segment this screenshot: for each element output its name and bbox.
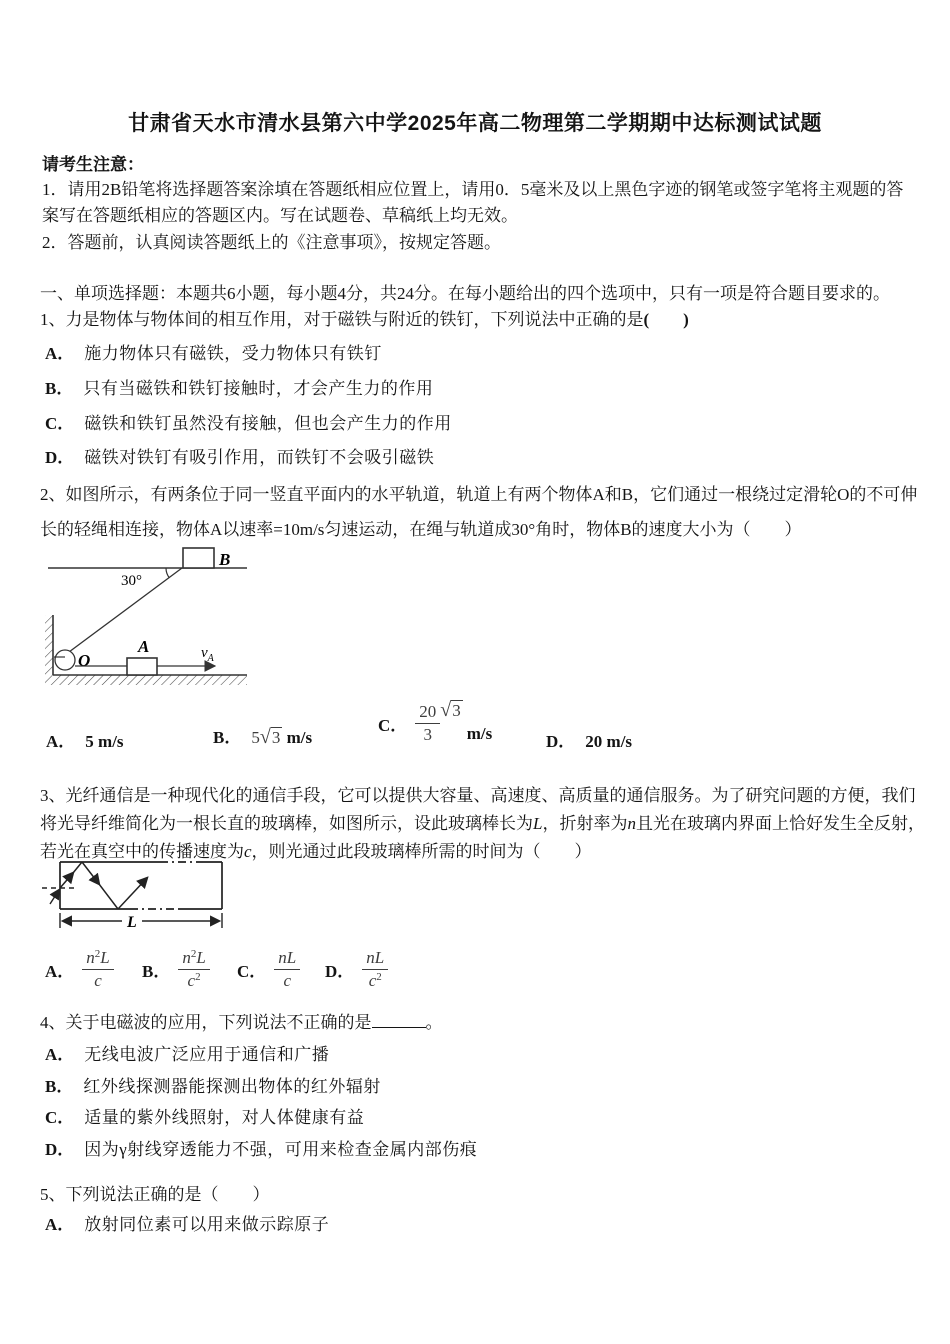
q1-option-b: B． 只有当磁铁和铁钉接触时，才会产生力的作用 <box>45 379 434 398</box>
q5-stem: 5、下列说法正确的是（ ） <box>40 1185 270 1204</box>
notice-item-1: 1．请用2B铅笔将选择题答案涂填在答题纸相应位置上，请用0．5毫米及以上黑色字迹的钢笔或签字笔将主观题的答案写在答题纸相应的答题区内。写在试题卷、草稿纸上均无效。 <box>42 180 904 225</box>
q1-option-c: C． 磁铁和铁钉虽然没有接触，但也会产生力的作用 <box>45 414 452 433</box>
q1-stem-text: 1、力是物体与物体间的相互作用，对于磁铁与附近的铁钉，下列说法中正确的是 <box>40 310 644 329</box>
ray-1 <box>73 862 82 873</box>
pulley-O <box>55 650 75 670</box>
angle-label: 30° <box>121 573 142 589</box>
q2-option-b: B． 5 √ 3 m/s <box>213 723 312 748</box>
ray-2 <box>99 884 118 909</box>
q5-option-a: A． 放射同位素可以用来做示踪原子 <box>45 1215 330 1234</box>
q4-option-d: D． 因为γ射线穿透能力不强，可用来检查金属内部伤痕 <box>45 1140 478 1159</box>
q4-stem-text: 4、关于电磁波的应用，下列说法不正确的是 <box>40 1013 372 1032</box>
q4-stem <box>40 1008 443 1033</box>
block-B <box>183 548 214 568</box>
q2-option-a: A． 5 m/s <box>46 732 124 751</box>
notice-item-2: 2．答题前，认真阅读答题纸上的《注意事项》，按规定答题。 <box>42 233 501 252</box>
q3-stem: 3、光纤通信是一种现代化的通信手段，它可以提供大容量、高速度、高质量的通信服务。为了研究问题的方便，我们将光导纤维简化为一根长直的玻璃棒，如图所示，设此玻璃棒长为L，折射率为n且光在玻璃内界面上恰好发生全反射，若光在真空中的传播速度为c，则光通过此段玻璃棒所需的时间为（ ） <box>40 786 925 861</box>
ray-1-arrow <box>60 873 73 888</box>
block-A-label: A <box>138 637 150 656</box>
angle-arc <box>166 568 169 578</box>
wall-hatching <box>45 615 53 675</box>
q2-option-d: D． 20 m/s <box>546 732 633 751</box>
q1-option-d: D． 磁铁对铁钉有吸引作用，而铁钉不会吸引磁铁 <box>45 448 435 467</box>
block-B-label: B <box>219 550 231 569</box>
section-1-header: 一、单项选择题：本题共6小题，每小题4分，共24分。在每小题给出的四个选项中，只有一项是符合题目要求的。 <box>40 284 890 303</box>
q1-answer-bracket: ( ) <box>643 310 689 329</box>
q4-answer-blank <box>372 1012 426 1028</box>
page-title: 甘肃省天水市清水县第六中学2025年高二物理第二学期期中达标测试试题 <box>128 112 822 135</box>
q3-option-c: C． $\frac{nL}{c}$ <box>237 948 300 990</box>
incident-ray <box>50 890 59 904</box>
q4-option-c: C． 适量的紫外线照射，对人体健康有益 <box>45 1108 365 1127</box>
q2-stem: 2、如图所示，有两条位于同一竖直平面内的水平轨道，轨道上有两个物体A和B，它们通过一根绕过定滑轮O的不可伸长的轻绳相连接，物体A以速率=10m/s匀速运动，在绳与轨道成30°角时，物体B的速度大小为（ ） <box>40 485 918 539</box>
ray-2-arrow <box>82 862 99 884</box>
ground-hatching <box>45 675 247 685</box>
ray-3 <box>118 878 147 909</box>
q2-pulley-figure <box>45 538 260 691</box>
q4-option-b: B． 红外线探测器能探测出物体的红外辐射 <box>45 1077 381 1096</box>
velocity-label: $v_A$ <box>201 645 214 664</box>
q3-option-b: B． $\frac{n^2L}{c^2}$ <box>142 948 210 990</box>
notice-heading: 请考生注意： <box>42 155 144 174</box>
q3-option-d: D． $\frac{nL}{c^2}$ <box>325 948 388 990</box>
block-A <box>127 658 157 675</box>
q4-option-a: A． 无线电波广泛应用于通信和广播 <box>45 1045 330 1064</box>
length-label: L <box>127 914 137 931</box>
pulley-O-label: O <box>78 651 91 670</box>
q4-stem-tail: 。 <box>425 1013 443 1032</box>
q2-option-c: C． $\frac{20}{3}$ √ 3 m/s <box>378 702 492 744</box>
q3-option-a: A． $\frac{n^2L}{c}$ <box>45 948 114 990</box>
q1-option-a: A． 施力物体只有磁铁，受力物体只有铁钉 <box>45 344 382 363</box>
q3-glass-rod-figure <box>40 856 240 940</box>
q1-stem <box>40 305 689 330</box>
